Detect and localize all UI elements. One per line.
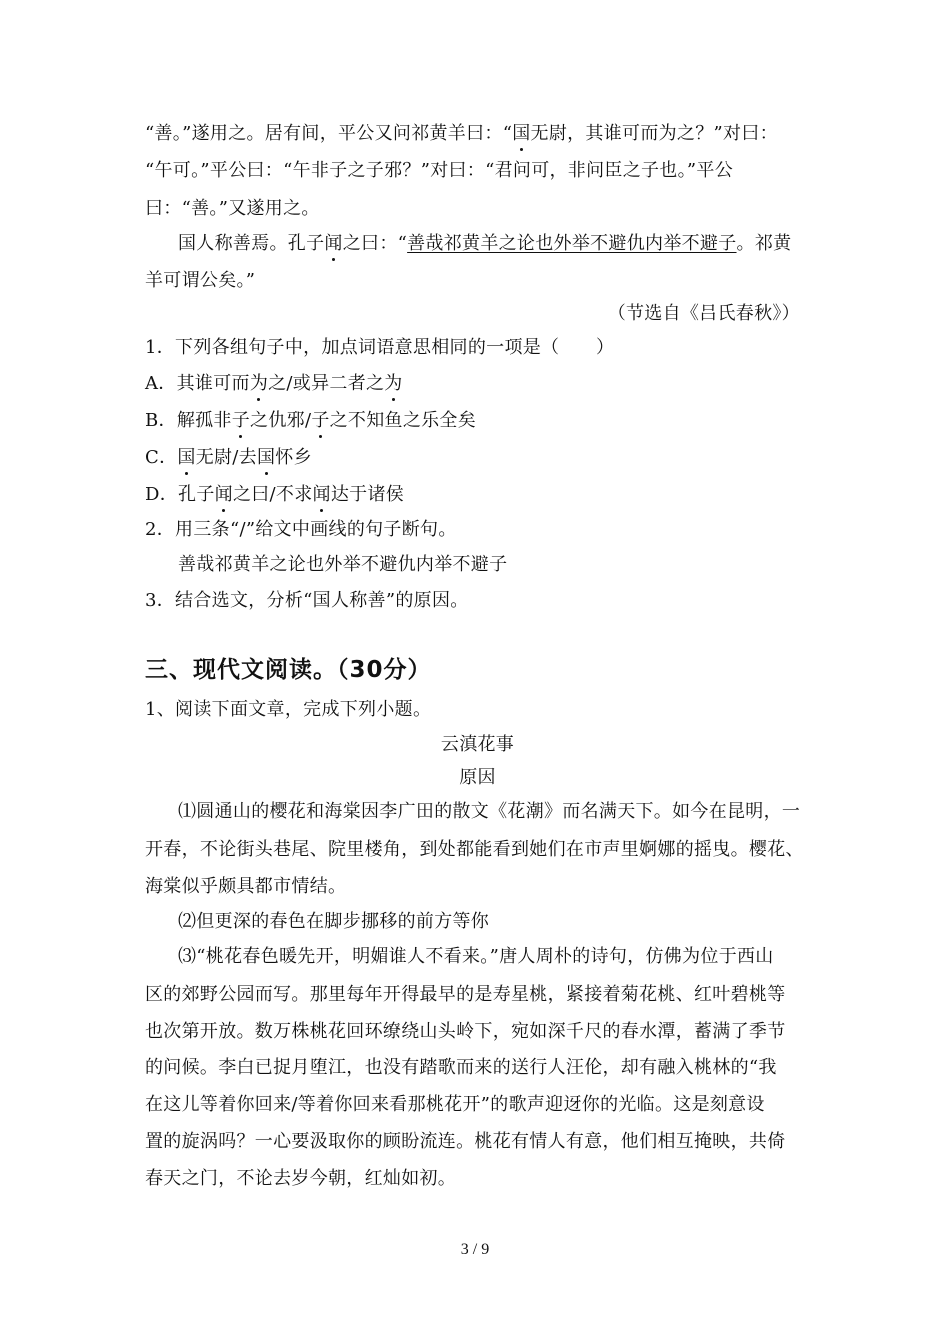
passage-line-1: [145, 122, 810, 146]
emphasized-char: 子: [231, 410, 251, 431]
emphasized-char: 闻: [324, 233, 343, 254]
text: C．: [145, 447, 178, 468]
article-subtitle: 原因: [459, 767, 496, 788]
emphasized-char: 闻: [214, 484, 233, 505]
text: 无尉/去: [195, 447, 257, 468]
emphasized-char: 闻: [312, 484, 331, 505]
text: 之不知鱼之乐全矣: [329, 410, 477, 431]
paragraph-3-line-1: ⑶“桃花春色暖先开，明媚谁人不看来。”唐人周朴的诗句，仿佛为位于西山: [178, 946, 774, 967]
text: 之仇邪/: [250, 410, 312, 431]
passage-line-4: [178, 232, 810, 256]
option-d: [145, 483, 810, 507]
emphasized-char: 国: [256, 447, 276, 468]
question-1: 1．下列各组句子中，加点词语意思相同的一项是（ ）: [145, 337, 615, 358]
option-b: [145, 409, 810, 433]
paragraph-1-line-2: 开春，不论街头巷尾、院里楼角，到处都能看到她们在市声里婀娜的摇曳。樱花、: [145, 839, 804, 860]
text: 怀乡: [275, 447, 312, 468]
option-a: [145, 372, 810, 396]
emphasized-char: 子: [311, 410, 330, 431]
passage-source: （节选自《吕氏春秋》）: [607, 303, 800, 324]
question-2: 2．用三条“/”给文中画线的句子断句。: [145, 519, 457, 540]
text: 国人称善焉。孔子: [178, 233, 325, 254]
text: 。祁黄: [736, 233, 792, 254]
paragraph-3-line-2: 区的郊野公园而写。那里每年开得最早的是寿星桃，紧接着菊花桃、红叶碧桃等: [145, 984, 786, 1005]
text: 之/或异二者之: [268, 373, 385, 394]
section-heading: 三、现代文阅读。（30分）: [145, 657, 432, 683]
text: 无尉，其谁可而为之？”对曰：: [530, 123, 778, 144]
text: 之曰：“: [342, 233, 408, 254]
text: “善。”遂用之。居有间，平公又问祁黄羊曰：“: [145, 123, 513, 144]
emphasized-char: 为: [249, 373, 269, 394]
text: D．孔子: [145, 484, 215, 505]
paragraph-1-line-3: 海棠似乎颇具都市情结。: [145, 876, 347, 897]
article-title: 云滇花事: [440, 734, 515, 755]
underlined-sentence: 善哉祁黄羊之论也外举不避仇内举不避子: [407, 233, 737, 254]
paragraph-3-line-7: 春天之门，不论去岁今朝，红灿如初。: [145, 1168, 457, 1189]
page-number: 3 / 9: [460, 1241, 490, 1258]
paragraph-1-line-1: ⑴圆通山的樱花和海棠因李广田的散文《花潮》而名满天下。如今在昆明，一: [178, 801, 801, 822]
question-2-sentence: 善哉祁黄羊之论也外举不避仇内举不避子: [178, 554, 508, 575]
paragraph-3-line-3: 也次第开放。数万株桃花回环缭绕山头岭下，宛如深千尺的春水潭，蓄满了季节: [145, 1021, 786, 1042]
text: 之曰/不求: [232, 484, 313, 505]
paragraph-3-line-5: 在这儿等着你回来/等着你回来看那桃花开”的歌声迎迓你的光临。这是刻意设: [145, 1094, 765, 1115]
paragraph-2: ⑵但更深的春色在脚步挪移的前方等你: [178, 911, 490, 932]
emphasized-char: 国: [512, 123, 531, 144]
passage-line-2: “午可。”平公曰：“午非子之子邪？”对曰：“君问可，非问臣之子也。”平公: [145, 160, 734, 181]
text: A．其谁可而: [145, 373, 250, 394]
text: B．解孤非: [145, 410, 232, 431]
question-3: 3．结合选文，分析“国人称善”的原因。: [145, 590, 469, 611]
text: 达于诸侯: [330, 484, 405, 505]
emphasized-char: 国: [177, 447, 196, 468]
emphasized-char: 为: [384, 373, 403, 394]
paragraph-3-line-4: 的问候。李白已捉月堕江，也没有踏歌而来的送行人汪伦，却有融入桃林的“我: [145, 1057, 777, 1078]
passage-line-3: 曰：“善。”又遂用之。: [145, 198, 320, 219]
passage-line-5: 羊可谓公矣。”: [145, 270, 256, 291]
option-c: [145, 446, 810, 470]
paragraph-3-line-6: 置的旋涡吗？一心要汲取你的顾盼流连。桃花有情人有意，他们相互掩映，共倚: [145, 1131, 786, 1152]
section-intro: 1、阅读下面文章，完成下列小题。: [145, 699, 432, 720]
